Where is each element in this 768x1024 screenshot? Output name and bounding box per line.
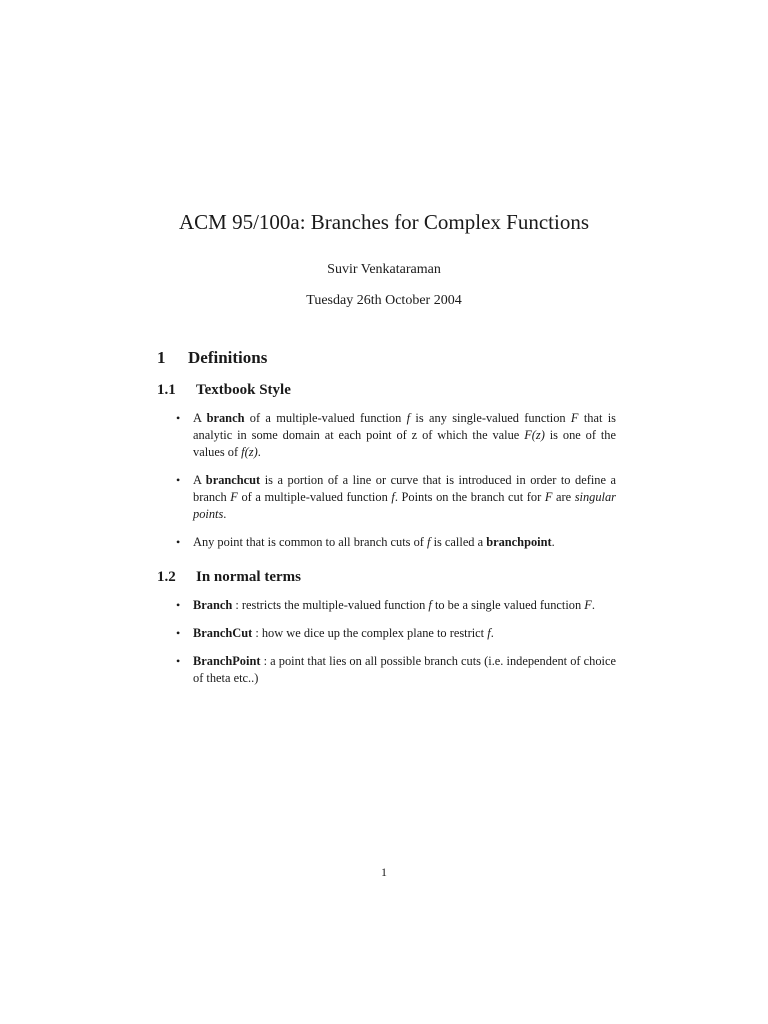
bullet-icon: • <box>176 626 181 640</box>
list-item-text: BranchPoint : a point that lies on all possible branch cuts (i.e. independent of choice of theta etc..) <box>193 654 616 685</box>
subsection-heading-normal-terms <box>157 569 301 586</box>
section-number: 1 <box>157 348 166 367</box>
normal-terms-list <box>176 597 616 698</box>
list-item-branchcut-definition <box>176 472 616 523</box>
subsection-number: 1.2 <box>157 569 176 585</box>
subsection-title: Textbook Style <box>196 382 291 398</box>
bullet-icon: • <box>176 411 181 425</box>
page-number: 1 <box>381 865 387 879</box>
document-author: Suvir Venkataraman <box>327 262 441 277</box>
list-item-branchpoint <box>176 653 616 687</box>
list-item-text: A branchcut is a portion of a line or curve that is introduced in order to define a branch F of a multiple-valued function f. Points on the branch cut for F are singular points. <box>193 473 616 521</box>
subsection-number: 1.1 <box>157 382 176 398</box>
list-item-text: A branch of a multiple-valued function f is any single-valued function F that is analytic in some domain at each point of z of which the value F(z) is one of the values of f(z). <box>193 411 616 459</box>
term-branch: Branch <box>193 598 233 612</box>
list-item-branch-definition <box>176 410 616 461</box>
subsection-heading-textbook-style <box>157 382 291 399</box>
list-item-branch <box>176 597 616 614</box>
document-title: ACM 95/100a: Branches for Complex Functions <box>178 210 590 234</box>
bullet-icon: • <box>176 535 181 549</box>
term-branch: branch <box>206 411 245 425</box>
list-item-text: Any point that is common to all branch cuts of f is called a branchpoint. <box>193 535 555 549</box>
textbook-definitions-list <box>176 410 616 562</box>
term-branchpoint: branchpoint <box>486 535 552 549</box>
document-date: Tuesday 26th October 2004 <box>306 293 462 308</box>
list-item-branchpoint-definition <box>176 534 616 551</box>
bullet-icon: • <box>176 598 181 612</box>
bullet-icon: • <box>176 473 181 487</box>
section-heading-definitions <box>157 348 267 368</box>
list-item-text: Branch : restricts the multiple-valued function f to be a single valued function F. <box>193 598 595 612</box>
term-branchcut: branchcut <box>205 473 261 487</box>
subsection-title: In normal terms <box>196 569 301 585</box>
term-singular-points: singular points <box>193 490 616 521</box>
term-branchpoint: BranchPoint <box>193 654 261 668</box>
list-item-text: BranchCut : how we dice up the complex plane to restrict f. <box>193 626 494 640</box>
section-title: Definitions <box>188 348 268 367</box>
list-item-branchcut <box>176 625 616 642</box>
term-branchcut: BranchCut <box>193 626 253 640</box>
bullet-icon: • <box>176 654 181 668</box>
